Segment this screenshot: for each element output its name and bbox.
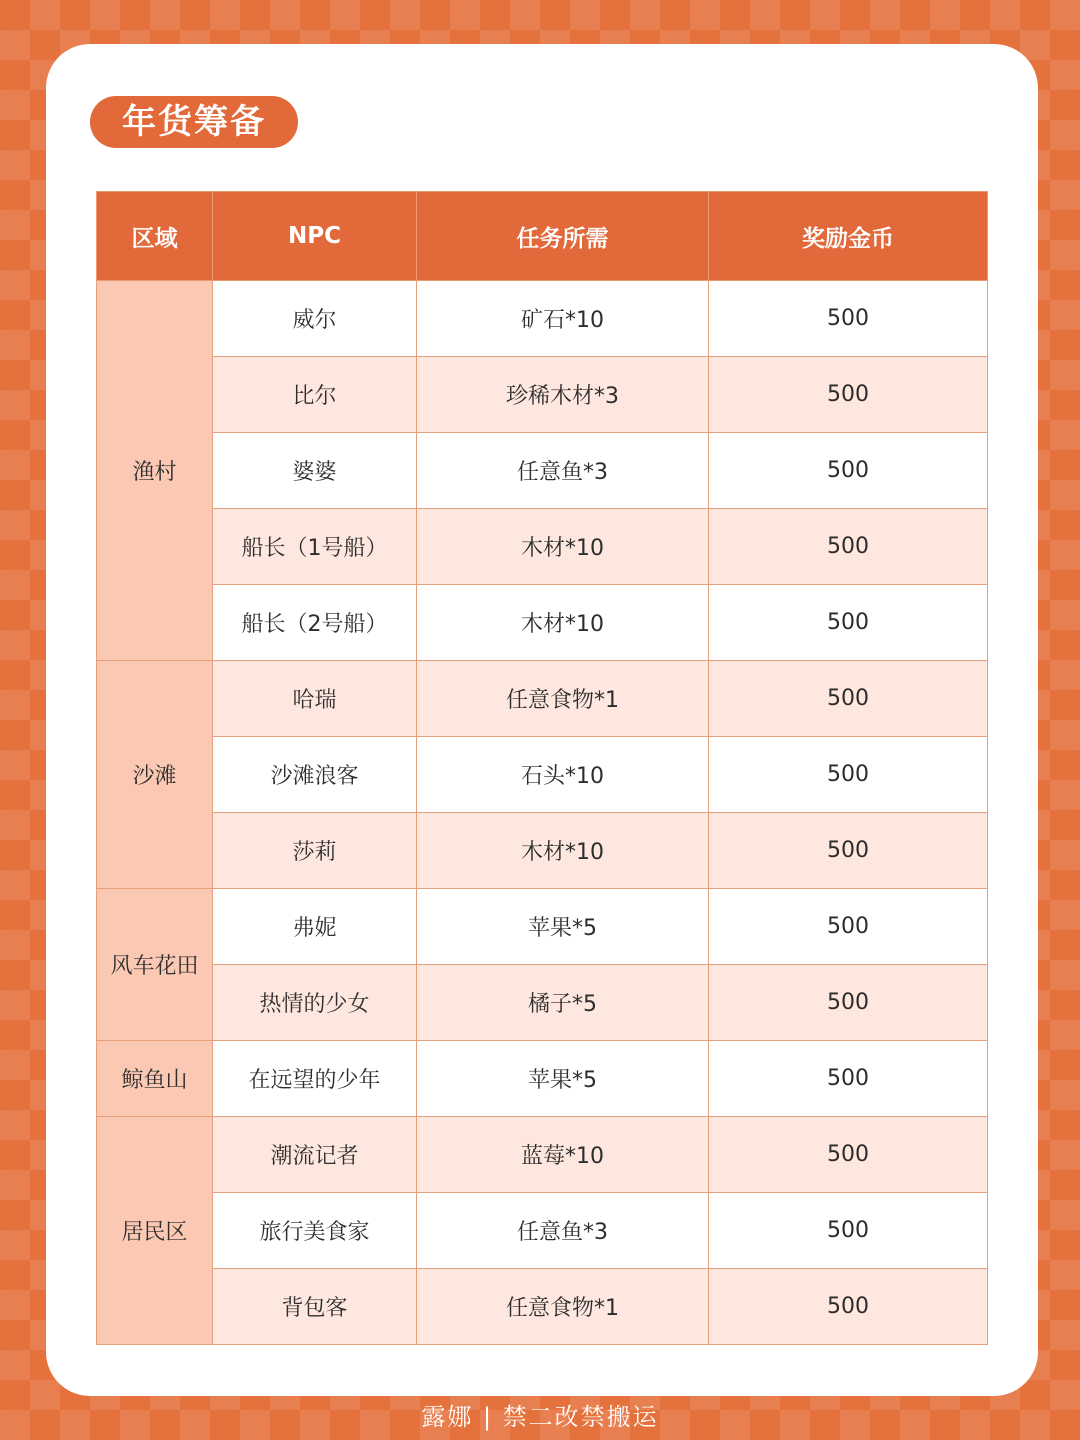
requirement-cell: 任意鱼*3: [417, 433, 709, 509]
table-row: [97, 1193, 988, 1269]
quest-table: [96, 191, 988, 1345]
npc-cell: 在远望的少年: [213, 1041, 417, 1117]
reward-cell: 500: [709, 889, 988, 965]
header-reward: 奖励金币: [709, 192, 988, 281]
footer-watermark: 露娜 | 禁二改禁搬运: [421, 1403, 659, 1431]
requirement-cell: 蓝莓*10: [417, 1117, 709, 1193]
content-card: [46, 44, 1038, 1396]
requirement-cell: 苹果*5: [417, 1041, 709, 1117]
table-row: [97, 585, 988, 661]
requirement-cell: 苹果*5: [417, 889, 709, 965]
header-region: 区域: [97, 192, 213, 281]
reward-cell: 500: [709, 1269, 988, 1345]
npc-cell: 莎莉: [213, 813, 417, 889]
region-cell: 居民区: [97, 1117, 213, 1345]
npc-cell: 潮流记者: [213, 1117, 417, 1193]
npc-cell: 热情的少女: [213, 965, 417, 1041]
table-row: [97, 1269, 988, 1345]
npc-cell: 比尔: [213, 357, 417, 433]
table-row: [97, 433, 988, 509]
reward-cell: 500: [709, 357, 988, 433]
region-cell: 风车花田: [97, 889, 213, 1041]
table-row: [97, 813, 988, 889]
region-cell: 渔村: [97, 281, 213, 661]
region-cell: 沙滩: [97, 661, 213, 889]
table-row: [97, 737, 988, 813]
requirement-cell: 矿石*10: [417, 281, 709, 357]
table-row: [97, 281, 988, 357]
requirement-cell: 木材*10: [417, 509, 709, 585]
table-row: [97, 661, 988, 737]
table-row: [97, 889, 988, 965]
reward-cell: 500: [709, 737, 988, 813]
npc-cell: 威尔: [213, 281, 417, 357]
npc-cell: 船长（1号船）: [213, 509, 417, 585]
npc-cell: 船长（2号船）: [213, 585, 417, 661]
requirement-cell: 任意食物*1: [417, 1269, 709, 1345]
region-cell: 鲸鱼山: [97, 1041, 213, 1117]
requirement-cell: 橘子*5: [417, 965, 709, 1041]
requirement-cell: 任意食物*1: [417, 661, 709, 737]
requirement-cell: 珍稀木材*3: [417, 357, 709, 433]
reward-cell: 500: [709, 585, 988, 661]
reward-cell: 500: [709, 433, 988, 509]
npc-cell: 背包客: [213, 1269, 417, 1345]
reward-cell: 500: [709, 509, 988, 585]
requirement-cell: 石头*10: [417, 737, 709, 813]
npc-cell: 旅行美食家: [213, 1193, 417, 1269]
reward-cell: 500: [709, 965, 988, 1041]
reward-cell: 500: [709, 1041, 988, 1117]
table-row: [97, 1117, 988, 1193]
table-row: [97, 1041, 988, 1117]
requirement-cell: 任意鱼*3: [417, 1193, 709, 1269]
reward-cell: 500: [709, 1117, 988, 1193]
table-row: [97, 965, 988, 1041]
requirement-cell: 木材*10: [417, 585, 709, 661]
reward-cell: 500: [709, 813, 988, 889]
page-title: 年货筹备: [90, 96, 298, 148]
header-requirement: 任务所需: [417, 192, 709, 281]
npc-cell: 弗妮: [213, 889, 417, 965]
table-row: [97, 357, 988, 433]
table-header-row: [97, 192, 988, 281]
reward-cell: 500: [709, 281, 988, 357]
reward-cell: 500: [709, 661, 988, 737]
requirement-cell: 木材*10: [417, 813, 709, 889]
npc-cell: 哈瑞: [213, 661, 417, 737]
npc-cell: 婆婆: [213, 433, 417, 509]
reward-cell: 500: [709, 1193, 988, 1269]
table-row: [97, 509, 988, 585]
npc-cell: 沙滩浪客: [213, 737, 417, 813]
header-npc: NPC: [213, 192, 417, 281]
